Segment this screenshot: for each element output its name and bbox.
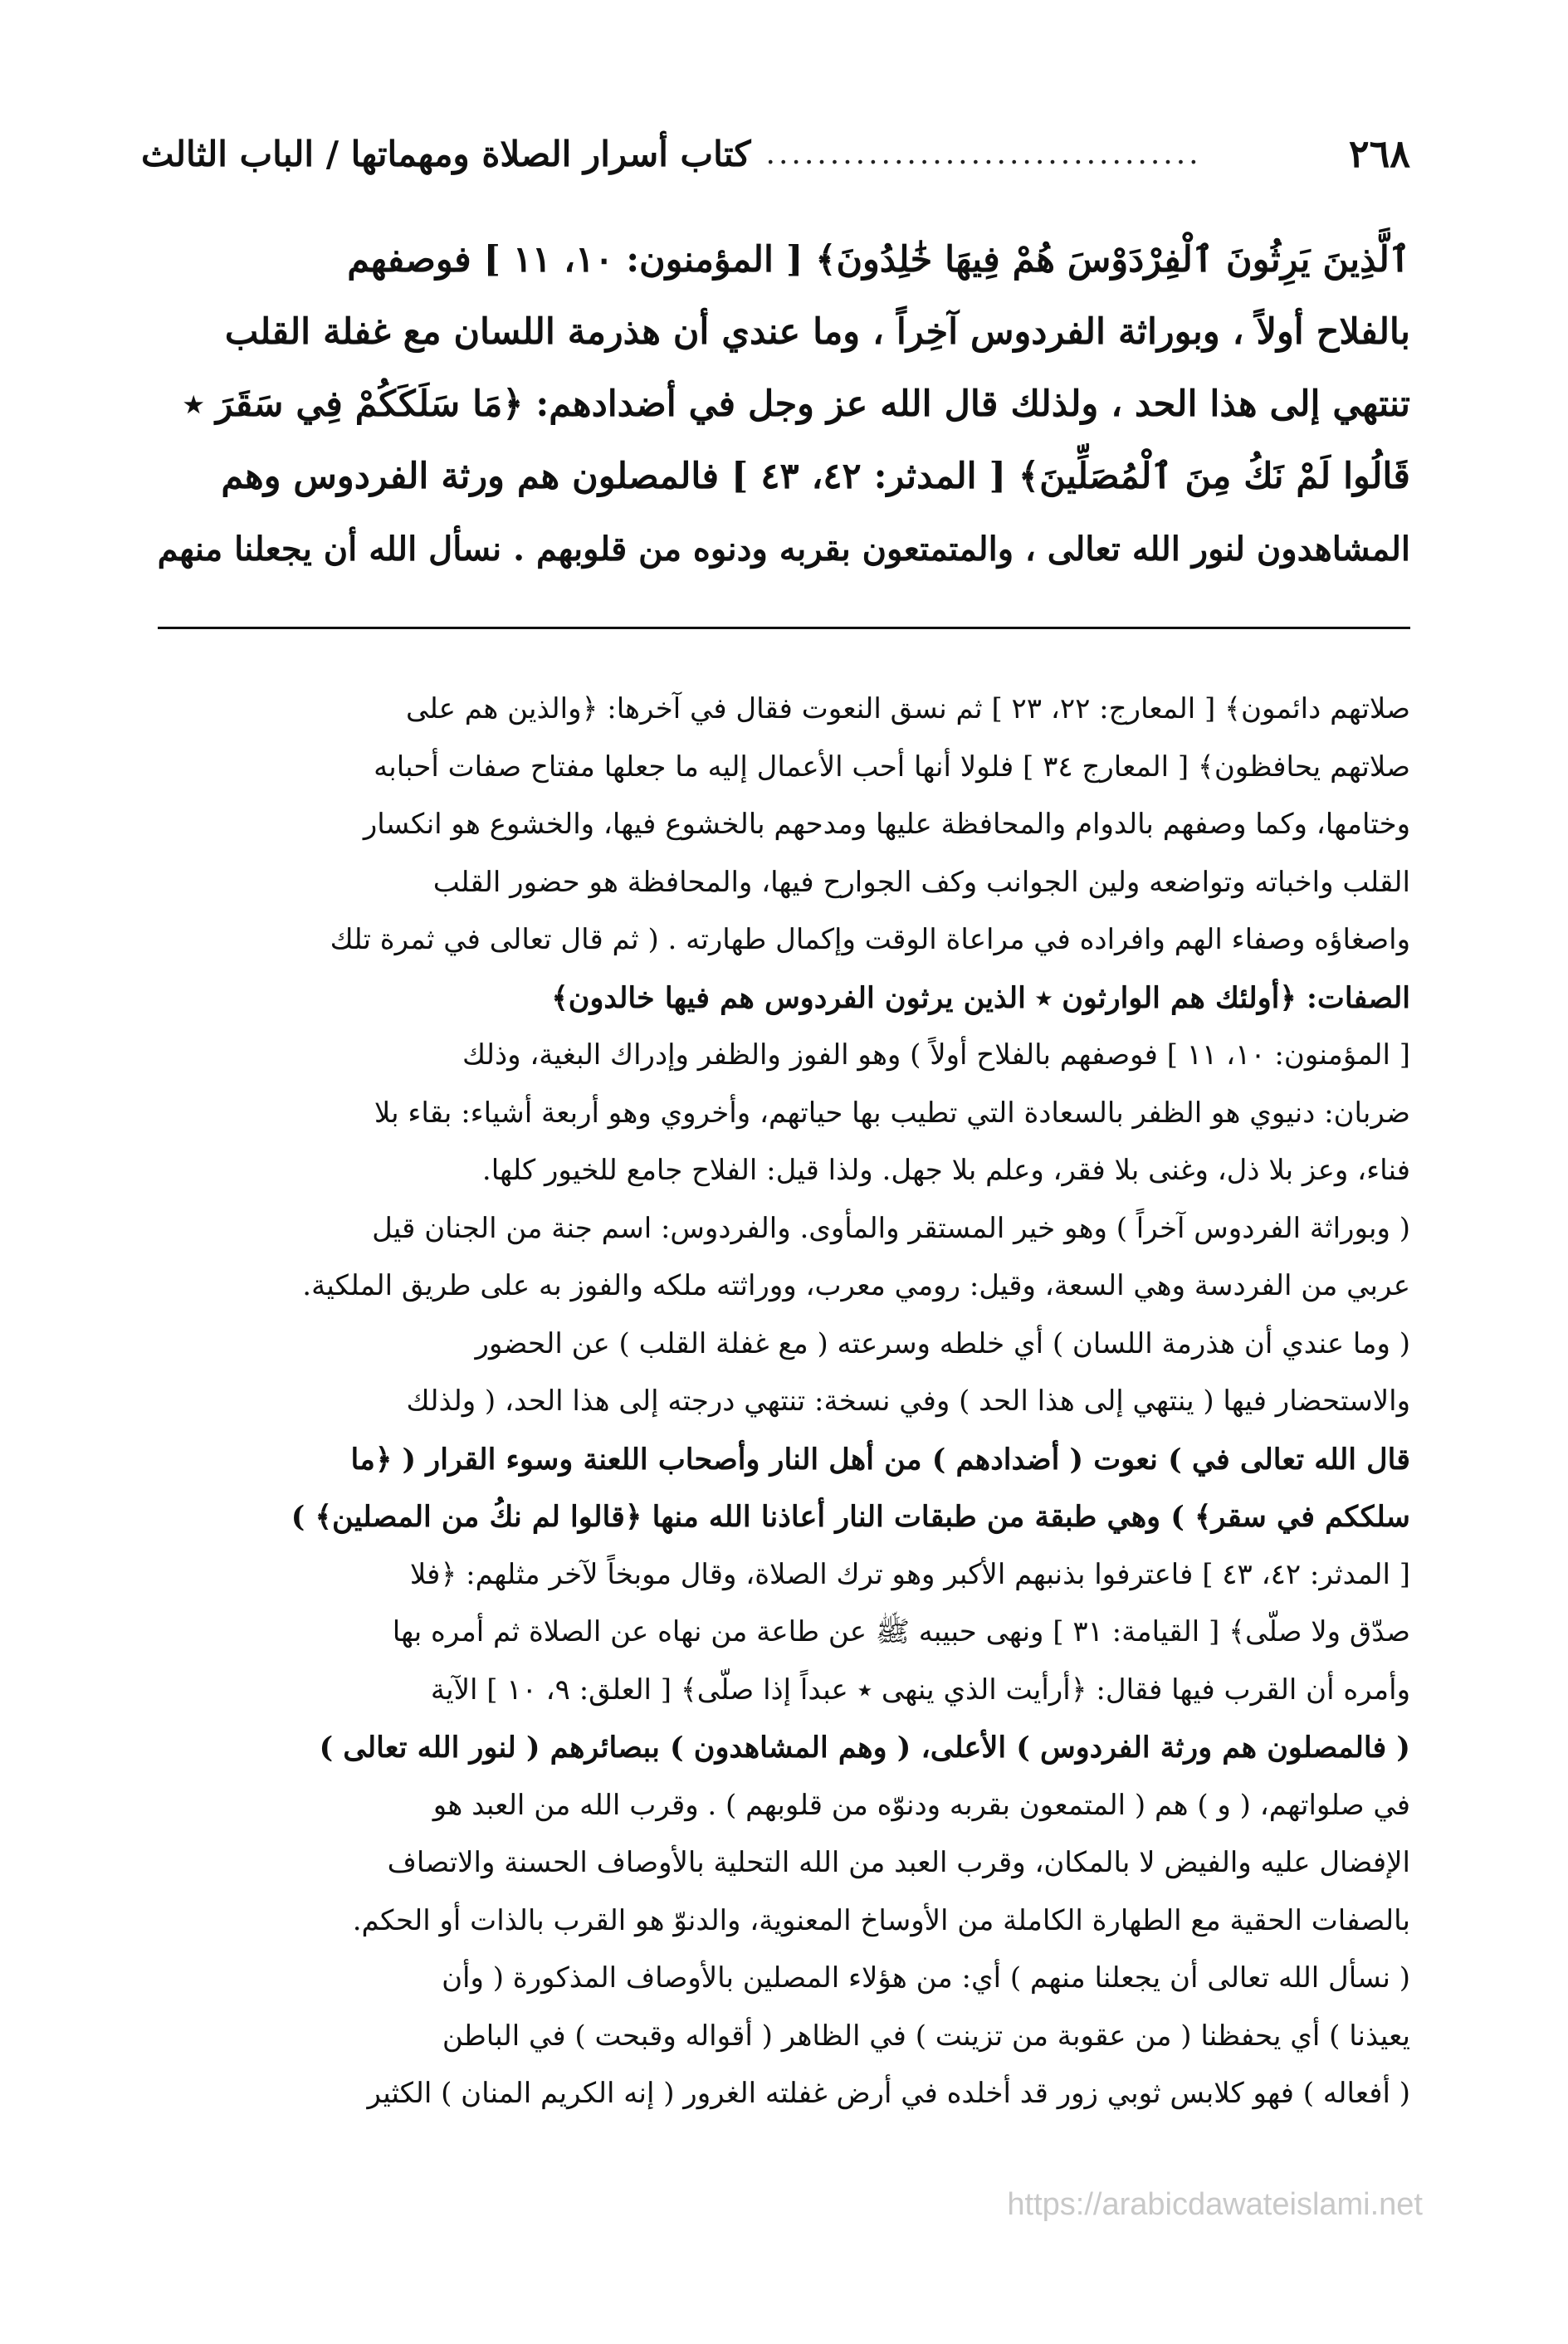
commentary-line: وختامها، وكما وصفهم بالدوام والمحافظة عليها ومدحهم بالخشوع فيها، والخشوع هو انكسار: [363, 808, 1410, 841]
separator-line: [158, 627, 1410, 629]
commentary-line: الصفات: ﴿أولئك هم الوارثون ٭ الذين يرثون الفردوس هم فيها خالدون﴾: [551, 980, 1410, 1015]
leader-dots: ..................................: [765, 136, 1202, 171]
main-text: [158, 224, 1410, 585]
commentary-line: يعيذنا ) أي يحفظنا ( من عقوبة من تزينت ) في الظاهر ( أقواله وقبحت ) في الباطن: [442, 2019, 1410, 2053]
watermark-url: https://arabicdawateislami.net: [1007, 2187, 1423, 2222]
page-number: ٢٦٨: [1348, 131, 1410, 176]
commentary-line: صلاتهم يحافظون﴾ [ المعارج ٣٤ ] فلولا أنها أحب الأعمال إليه ما جعلها مفتاح صفات أحبابه: [374, 750, 1410, 784]
commentary-line: صدّق ولا صلّى﴾ [ القيامة: ٣١ ] ونهى حبيبه ﷺ عن طاعة من نهاه عن الصلاة ثم أمره بها: [392, 1615, 1410, 1648]
commentary-line: صلاتهم دائمون﴾ [ المعارج: ٢٢، ٢٣ ] ثم نسق النعوت فقال في آخرها: ﴿والذين هم على: [406, 692, 1410, 725]
commentary-line: ( نسأل الله تعالى أن يجعلنا منهم ) أي: من هؤلاء المصلين بالأوصاف المذكورة ( وأن: [442, 1961, 1410, 1995]
running-title: كتاب أسرار الصلاة ومهماتها / الباب الثالث: [141, 133, 751, 174]
commentary-line: قال الله تعالى في ) نعوت ( أضدادهم ) من أهل النار وأصحاب اللعنة وسوء القرار ( ﴿ما: [350, 1442, 1410, 1477]
commentary-line: [ المدثر: ٤٢، ٤٣ ] فاعترفوا بذنبهم الأكبر وهو ترك الصلاة، وقال موبخاً لآخر مثلهم: ﴿فلا: [409, 1557, 1410, 1591]
commentary-line: ضربان: دنيوي هو الظفر بالسعادة التي تطيب بها حياتهم، وأخروي وهو أربعة أشياء: بقاء بلا: [374, 1096, 1410, 1130]
main-text-line: قَالُوا لَمْ نَكُ مِنَ ٱلْمُصَلِّينَ﴾ [ المدثر: ٤٢، ٤٣ ] فالمصلون هم ورثة الفردوس وهم: [221, 456, 1410, 497]
commentary-line: واصغاؤه وصفاء الهم وافراده في مراعاة الوقت وإكمال طهارته . ( ثم قال تعالى في ثمرة تلك: [330, 923, 1410, 956]
commentary-line: ( أفعاله ) فهو كلابس ثوبي زور قد أخلده في أرض غفلته الغرور ( إنه الكريم المنان ) الكثير: [367, 2077, 1410, 2110]
running-title-group: [141, 134, 1202, 174]
commentary-line: وأمره أن القرب فيها فقال: ﴿أرأيت الذي ينهى ٭ عبداً إذا صلّى﴾ [ العلق: ٩، ١٠ ] الآية: [430, 1673, 1410, 1707]
commentary-line: ( فالمصلون هم ورثة الفردوس ) الأعلى، ( وهم المشاهدون ) ببصائرهم ( لنور الله تعالى ): [319, 1731, 1410, 1765]
commentary-line: عربي من الفردسة وهي السعة، وقيل: رومي معرب، ووراثته ملكه والفوز به على طريق الملكية.: [302, 1269, 1410, 1302]
main-text-line: بالفلاح أولاً ، وبوراثة الفردوس آخِراً ، وما عندي أن هذرمة اللسان مع غفلة القلب: [224, 311, 1410, 353]
commentary-line: فناء، وعز بلا ذل، وغنى بلا فقر، وعلم بلا جهل. ولذا قيل: الفلاح جامع للخيور كلها.: [481, 1154, 1410, 1187]
main-text-line: ٱلَّذِينَ يَرِثُونَ ٱلْفِرْدَوْسَ هُمْ فِيهَا خَٰلِدُونَ﴾ [ المؤمنون: ١٠، ١١ ] فوصفهم: [347, 239, 1410, 281]
commentary-line: الإفضال عليه والفيض لا بالمكان، وقرب العبد من الله التحلية بالأوصاف الحسنة والاتصاف: [387, 1846, 1410, 1879]
commentary-text: [158, 681, 1410, 2123]
main-text-line: تنتهي إلى هذا الحد ، ولذلك قال الله عز وجل في أضدادهم: ﴿مَا سَلَكَكُمْ فِي سَقَرَ ٭: [183, 383, 1410, 425]
main-text-line: المشاهدون لنور الله تعالى ، والمتمتعون بقربه ودنوه من قلوبهم . نسأل الله أن يجعلنا منهم: [158, 530, 1410, 569]
page-header: [141, 125, 1410, 183]
commentary-line: [ المؤمنون: ١٠، ١١ ] فوصفهم بالفلاح أولاً ) وهو الفوز والظفر وإدراك البغية، وذلك: [462, 1038, 1410, 1072]
commentary-line: والاستحضار فيها ( ينتهي إلى هذا الحد ) وفي نسخة: تنتهي درجته إلى هذا الحد، ( ولذلك: [406, 1384, 1410, 1418]
commentary-line: في صلواتهم، ( و ) هم ( المتمعون بقربه ودنوّه من قلوبهم ) . وقرب الله من العبد هو: [432, 1788, 1410, 1822]
commentary-line: ( وما عندي أن هذرمة اللسان ) أي خلطه وسرعته ( مع غفلة القلب ) عن الحضور: [475, 1326, 1410, 1360]
commentary-line: القلب واخباته وتواضعه ولين الجوانب وكف الجوارح فيها، والمحافظة هو حضور القلب: [432, 865, 1410, 899]
commentary-line: ( وبوراثة الفردوس آخراً ) وهو خير المستقر والمأوى. والفردوس: اسم جنة من الجنان قيل: [372, 1211, 1410, 1245]
commentary-line: بالصفات الحقية مع الطهارة الكاملة من الأوساخ المعنوية، والدنوّ هو القرب بالذات أو الحكم.: [352, 1903, 1410, 1937]
commentary-line: سلككم في سقر﴾ ) وهي طبقة من طبقات النار أعاذنا الله منها ﴿قالوا لم نكُ من المصلين﴾ ): [291, 1500, 1410, 1534]
